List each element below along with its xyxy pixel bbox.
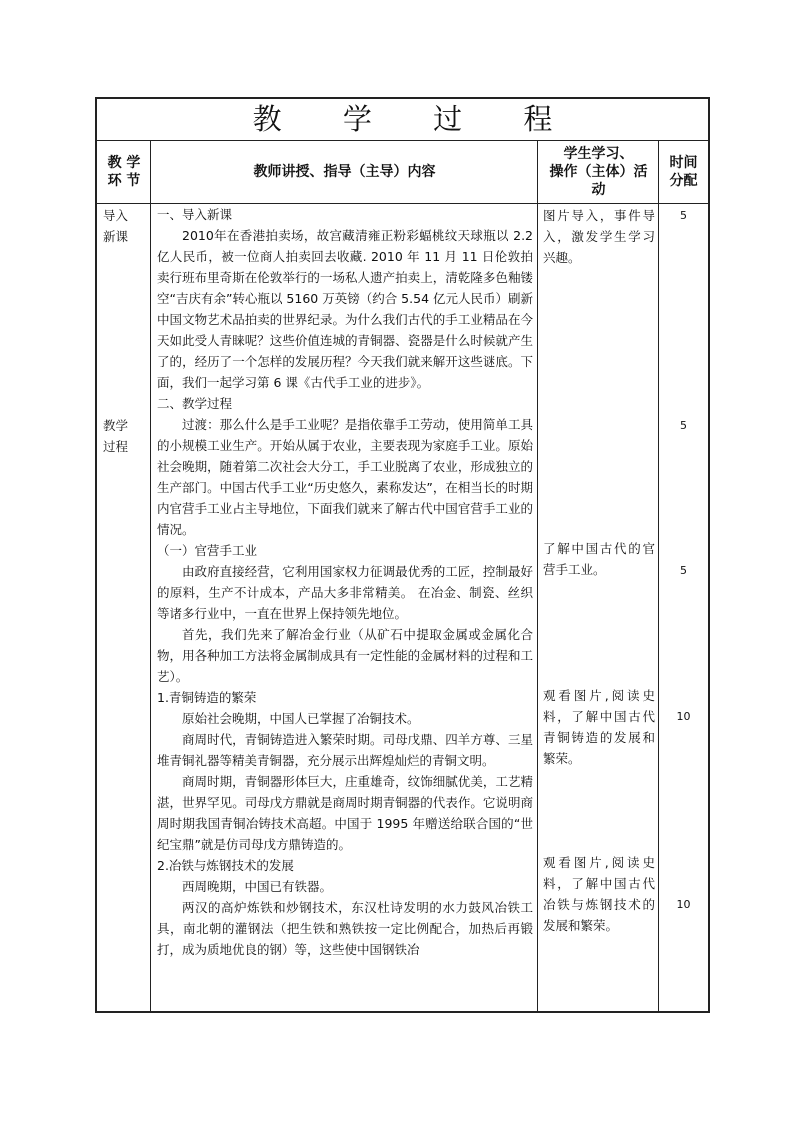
iron-p2: 两汉的高炉炼铁和炒钢技术，东汉杜诗发明的水力鼓风冶铁工具，南北朝的灌钢法（把生铁和熟铁按一定比例配合，加热后再锻打，成为质地优良的钢）等，这些使中国钢铁冶 (157, 900, 533, 957)
stage-process: 教学 过程 (103, 418, 129, 454)
time-column (659, 204, 708, 1011)
time-5: 10 (676, 898, 691, 911)
header-time: 时间 分配 (659, 140, 708, 204)
process-heading: 二、教学过程 (157, 396, 233, 411)
header-stage: 教 学 环 节 (97, 140, 151, 204)
student-activity-column (538, 204, 658, 1011)
bronze-p3: 商周时期，青铜器形体巨大，庄重雄奇，纹饰细腻优美，工艺精湛，世界罕见。司母戊方鼎就是商周时期青铜器的代表作。它说明商周时期我国青铜冶铸技术高超。中国于 1995 年赠送给联合国的“世纪宝鼎”就是仿司母戊方鼎铸造的。 (157, 774, 533, 852)
intro-text: 2010年在香港拍卖场，故宫藏清雍正粉彩蝠桃纹天球瓶以 2.2 亿人民币，被一位商人拍卖回去收藏. 2010 年 11 月 11 日伦敦拍卖行班布里奇斯在伦敦举行的一场私人遗产拍卖上，清乾隆多色釉镂空“吉庆有余”转心瓶以 5160 万英镑（约合 5.54 亿元人民币）刷新中国文物艺术品拍卖的世界纪录。为什么我们古代的手工业精品在今天如此受人青睐呢？这些价值连城的青铜器、瓷器是什么时候就产生了的，经历了一个怎样的发展历程？今天我们就来解开这些谜底。下面，我们一起学习第 6 课《古代手工业的进步》。 (157, 228, 533, 390)
table-title-row (97, 99, 708, 141)
intro-heading: 一、导入新课 (157, 207, 233, 222)
stage-intro: 导入 新课 (103, 208, 129, 244)
lesson-process-table (95, 97, 710, 1013)
activity-4: 观看图片,阅读史料，了解中国古代冶铁与炼钢技术的发展和繁荣。 (543, 855, 655, 933)
header-teacher: 教师讲授、指导（主导）内容 (151, 140, 538, 204)
bronze-heading: 1.青铜铸造的繁荣 (157, 690, 257, 705)
bronze-p1: 原始社会晚期，中国人已掌握了冶铜技术。 (182, 711, 420, 726)
official-text: 由政府直接经营，它利用国家权力征调最优秀的工匠，控制最好的原料，生产不计成本，产品大多非常精美。 在冶金、制瓷、丝织等诸多行业中，一直在世界上保持领先地位。 (157, 564, 533, 621)
iron-heading: 2.冶铁与炼钢技术的发展 (157, 858, 294, 873)
activity-2: 了解中国古代的官营手工业。 (543, 541, 655, 577)
official-heading: （一）官营手工业 (157, 543, 258, 558)
stage-column (97, 204, 150, 1011)
time-1: 5 (680, 209, 687, 222)
time-4: 10 (676, 710, 691, 723)
page-title: 教 学 过 程 (252, 102, 579, 136)
teacher-content-column (151, 204, 537, 1011)
time-3: 5 (680, 564, 687, 577)
header-student: 学生学习、 操作（主体）活 动 (538, 140, 659, 204)
activity-3: 观看图片,阅读史料，了解中国古代青铜铸造的发展和繁荣。 (543, 688, 655, 766)
activity-1: 图片导入，事件导入，激发学生学习兴趣。 (543, 208, 655, 265)
metal-intro: 首先，我们先来了解冶金行业（从矿石中提取金属或金属化合物，用各种加工方法将金属制成具有一定性能的金属材料的过程和工艺）。 (157, 627, 533, 684)
bronze-p2: 商周时代，青铜铸造进入繁荣时期。司母戊鼎、四羊方尊、三星堆青铜礼器等精美青铜器，充分展示出辉煌灿烂的青铜文明。 (157, 732, 533, 768)
iron-p1: 西周晚期，中国已有铁器。 (182, 879, 333, 894)
time-2: 5 (680, 419, 687, 432)
process-text: 过渡：那么什么是手工业呢？是指依靠手工劳动，使用简单工具的小规模工业生产。开始从属于农业，主要表现为家庭手工业。原始社会晚期，随着第二次社会大分工，手工业脱离了农业，形成独立的生产部门。中国古代手工业“历史悠久，素称发达”，在相当长的时期内官营手工业占主导地位，下面我们就来了解古代中国官营手工业的情况。 (157, 417, 533, 537)
